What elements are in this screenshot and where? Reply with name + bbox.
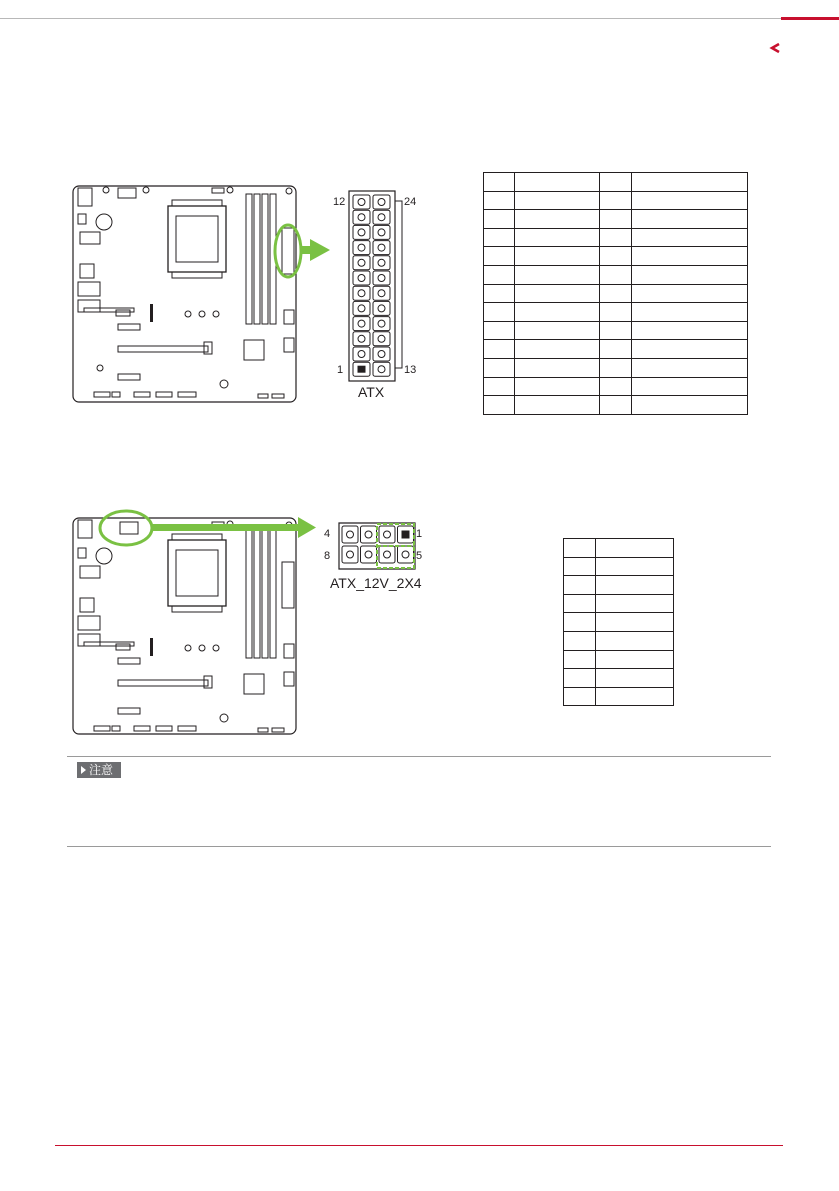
connector-pin	[353, 271, 370, 285]
connector-pin	[373, 301, 390, 315]
table-cell	[484, 228, 515, 247]
table-cell	[632, 303, 748, 322]
atx-highlight	[272, 222, 332, 282]
connector-pin	[373, 210, 390, 224]
chevron-left-icon[interactable]	[768, 40, 782, 56]
table-cell	[564, 613, 596, 632]
table-row	[484, 321, 748, 340]
table-cell	[514, 377, 599, 396]
table-cell	[514, 173, 599, 192]
table-cell	[595, 687, 673, 706]
table-cell	[632, 396, 748, 415]
connector-pin	[373, 362, 390, 376]
table-cell	[632, 284, 748, 303]
table-cell	[514, 340, 599, 359]
table-cell	[514, 358, 599, 377]
note-top-rule	[67, 756, 771, 757]
pin-label-12: 12	[333, 196, 346, 208]
table-row	[484, 265, 748, 284]
connector-pin	[373, 256, 390, 270]
table-row	[484, 377, 748, 396]
note-arrow-icon	[81, 766, 86, 774]
table-row	[484, 396, 748, 415]
motherboard-diagram-atx	[72, 182, 298, 404]
table-cell	[599, 247, 632, 266]
table-row	[564, 687, 674, 706]
table-row	[484, 228, 748, 247]
footer-rule	[55, 1145, 783, 1146]
table-cell	[632, 340, 748, 359]
pin-label-13: 13	[404, 364, 417, 376]
table-cell	[599, 377, 632, 396]
table-cell	[599, 191, 632, 210]
table-cell	[595, 631, 673, 650]
connector-pin	[342, 546, 358, 563]
table-cell	[514, 191, 599, 210]
table-cell	[484, 396, 515, 415]
table-cell	[484, 358, 515, 377]
connector-pin	[373, 195, 390, 209]
table-cell	[599, 321, 632, 340]
table-cell	[632, 228, 748, 247]
note-tag-label: 注意	[89, 763, 114, 777]
atx-bracket	[394, 200, 404, 370]
connector-pin	[353, 286, 370, 300]
table-cell	[564, 557, 596, 576]
connector-pin	[353, 347, 370, 361]
table-cell	[564, 539, 596, 558]
table-row	[484, 191, 748, 210]
table-row	[564, 613, 674, 632]
table-row	[484, 210, 748, 229]
atx12v-8pin-connector	[336, 522, 418, 570]
connector-pin	[398, 546, 414, 563]
table-cell	[484, 284, 515, 303]
table-row	[484, 340, 748, 359]
table-cell	[632, 210, 748, 229]
table-cell	[595, 539, 673, 558]
atx-pin-table	[483, 172, 748, 415]
table-cell	[595, 650, 673, 669]
table-cell	[484, 303, 515, 322]
header-accent	[781, 17, 839, 20]
table-row	[564, 669, 674, 688]
connector-pin	[353, 241, 370, 255]
table-cell	[632, 321, 748, 340]
table-cell	[632, 247, 748, 266]
table-row	[484, 284, 748, 303]
connector-pin	[373, 225, 390, 239]
pin-label-8: 8	[324, 550, 331, 562]
table-cell	[484, 210, 515, 229]
connector-pin	[353, 210, 370, 224]
table-cell	[514, 228, 599, 247]
table-cell	[595, 669, 673, 688]
table-cell	[599, 284, 632, 303]
table-cell	[564, 669, 596, 688]
table-cell	[599, 173, 632, 192]
table-cell	[595, 557, 673, 576]
atx-connector-name: ATX	[358, 384, 385, 400]
table-cell	[564, 594, 596, 613]
table-row	[564, 576, 674, 595]
connector-pin	[373, 317, 390, 331]
connector-pin	[342, 526, 358, 543]
table-cell	[632, 191, 748, 210]
atx12v-connector-name: ATX_12V_2X4	[330, 575, 422, 591]
atx12v-highlight	[98, 508, 318, 550]
table-cell	[514, 321, 599, 340]
table-row	[564, 557, 674, 576]
table-cell	[632, 377, 748, 396]
table-cell	[484, 265, 515, 284]
table-cell	[514, 284, 599, 303]
table-cell	[484, 247, 515, 266]
connector-pin	[353, 317, 370, 331]
table-row	[564, 594, 674, 613]
table-cell	[484, 377, 515, 396]
table-cell	[514, 396, 599, 415]
table-row	[564, 539, 674, 558]
table-cell	[632, 173, 748, 192]
table-cell	[599, 303, 632, 322]
table-cell	[599, 340, 632, 359]
connector-pin	[353, 332, 370, 346]
header-rule	[0, 18, 781, 19]
connector-pin	[361, 526, 377, 543]
connector-pin	[373, 271, 390, 285]
table-cell	[514, 265, 599, 284]
pin-label-24: 24	[404, 196, 417, 208]
note-tag	[77, 762, 121, 778]
connector-pin	[373, 347, 390, 361]
table-cell	[595, 613, 673, 632]
table-row	[484, 358, 748, 377]
table-cell	[484, 173, 515, 192]
table-row	[484, 303, 748, 322]
table-cell	[514, 303, 599, 322]
table-row	[484, 247, 748, 266]
table-cell	[484, 191, 515, 210]
note-bottom-rule	[67, 846, 771, 847]
table-cell	[599, 228, 632, 247]
table-row	[564, 650, 674, 669]
pin-label-4: 4	[324, 528, 331, 540]
pin-label-5: 5	[416, 550, 423, 562]
table-cell	[632, 265, 748, 284]
atx-24pin-connector	[348, 190, 398, 382]
connector-pin	[353, 256, 370, 270]
connector-pin	[353, 225, 370, 239]
table-cell	[484, 340, 515, 359]
table-cell	[599, 210, 632, 229]
table-cell	[599, 265, 632, 284]
pin-label-1: 1	[337, 364, 344, 376]
table-cell	[599, 396, 632, 415]
table-cell	[595, 576, 673, 595]
connector-pin	[373, 332, 390, 346]
table-cell	[564, 687, 596, 706]
pin-1-marker	[358, 366, 366, 373]
table-cell	[564, 576, 596, 595]
table-cell	[564, 631, 596, 650]
table-cell	[595, 594, 673, 613]
table-cell	[599, 358, 632, 377]
connector-pin	[373, 286, 390, 300]
connector-pin	[379, 546, 395, 563]
pin-label-1-8pin: 1	[416, 528, 423, 540]
table-cell	[564, 650, 596, 669]
connector-pin	[373, 241, 390, 255]
connector-pin	[379, 526, 395, 543]
table-row	[484, 173, 748, 192]
table-cell	[514, 247, 599, 266]
table-cell	[514, 210, 599, 229]
atx12v-pin-table	[563, 538, 674, 706]
connector-pin	[361, 546, 377, 563]
connector-pin	[353, 195, 370, 209]
pin-1-marker	[402, 531, 410, 539]
table-cell	[484, 321, 515, 340]
connector-pin	[353, 301, 370, 315]
table-cell	[632, 358, 748, 377]
table-row	[564, 631, 674, 650]
